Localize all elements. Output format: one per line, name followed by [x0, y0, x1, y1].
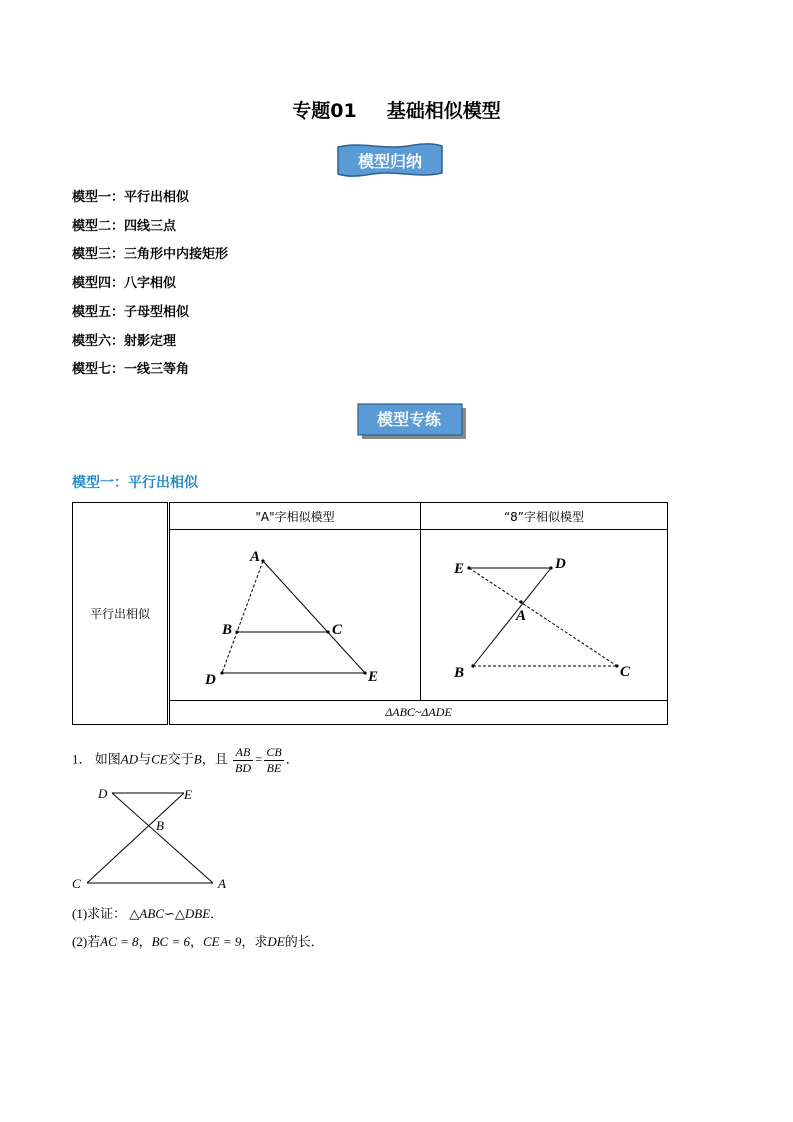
conclusion-cell: [169, 701, 668, 725]
math-var: AD: [120, 751, 139, 767]
question-text: 与: [138, 751, 152, 767]
label-d: D: [555, 556, 566, 572]
banner-model-summary-label: 模型归纳: [357, 151, 422, 171]
title-number: 专题01: [292, 100, 357, 122]
question-text: ，且: [201, 751, 228, 767]
label-c: C: [332, 622, 343, 638]
banner-model-practice-label: 模型专练: [376, 410, 441, 429]
part-2-math: BC = 6: [151, 934, 190, 949]
model-list-item: 模型六：射影定理: [72, 333, 177, 349]
part-1-math: △ABC∽△DBE: [129, 906, 211, 921]
part-2-math: CE = 9: [202, 934, 242, 949]
part-2-mid: ，求: [241, 934, 268, 949]
separator: ，: [189, 934, 203, 949]
col1-header-cell: [169, 503, 421, 530]
row-label-cell: [73, 503, 169, 725]
col2-header-cell: [421, 503, 668, 530]
section-heading: 模型一：平行出相似: [72, 475, 198, 491]
figure-8-model: [421, 530, 667, 697]
model-list-item: 模型七：一线三等角: [72, 362, 190, 378]
math-var: B: [193, 751, 202, 767]
question-text: 如图: [94, 751, 121, 767]
figure-a-model: [170, 530, 420, 697]
part-2-math: AC = 8: [100, 934, 139, 949]
part-1-prefix: (1)求证：: [72, 906, 127, 921]
label-a: A: [516, 608, 527, 624]
banner-model-summary: [334, 141, 446, 179]
math-var: CE: [151, 751, 168, 767]
part-2-prefix: (2)若: [72, 934, 101, 949]
label-e: E: [368, 669, 379, 685]
model-list-item: 模型五：子母型相似: [72, 304, 190, 320]
conclusion-formula: ΔABC~ΔADE: [385, 705, 452, 719]
fraction-numerator: AB: [233, 745, 253, 761]
fraction-denominator: BD: [235, 761, 251, 775]
label-c: C: [620, 664, 631, 680]
model-list-item: 模型三：三角形中内接矩形: [72, 247, 229, 263]
fraction-cb-be: [264, 745, 283, 776]
model-list-item: 模型二：四线三点: [72, 218, 177, 234]
label-e: E: [454, 561, 465, 577]
label-e: E: [184, 787, 192, 802]
question-text: 交于: [167, 751, 194, 767]
label-b: B: [156, 818, 164, 833]
figure-8-cell: [421, 530, 668, 701]
label-d: D: [98, 786, 108, 801]
question-number: 1．: [72, 751, 92, 767]
model-table: [72, 502, 668, 725]
model-list-item: 模型一：平行出相似: [72, 190, 190, 205]
label-b: B: [454, 665, 465, 681]
model-list: [72, 184, 228, 385]
row-label: 平行出相似: [89, 607, 150, 621]
label-a: A: [250, 549, 261, 565]
model-list-item: 模型四：八字相似: [72, 276, 177, 292]
label-c: C: [72, 876, 81, 891]
figure-a-cell: [169, 530, 421, 701]
question-part-2: [72, 931, 324, 950]
page-title: [0, 96, 793, 123]
part-1-end: ．: [210, 906, 224, 921]
label-a: A: [218, 876, 226, 891]
separator: ，: [138, 934, 152, 949]
fraction-numerator: CB: [266, 745, 282, 759]
question-figure: [68, 782, 238, 894]
question-1: [72, 745, 299, 776]
equals-sign: =: [255, 751, 263, 767]
fraction-ab-bd: [233, 745, 253, 776]
col1-header: "A"字相似模型: [255, 509, 335, 524]
fraction-denominator: BE: [266, 761, 282, 775]
question-part-1: [72, 903, 223, 922]
label-b: B: [222, 622, 233, 638]
part-2-var: DE: [267, 934, 285, 949]
col2-header: “8”字相似模型: [503, 509, 585, 524]
title-text: 基础相似模型: [386, 100, 501, 122]
label-d: D: [205, 672, 216, 688]
banner-model-practice: [356, 402, 468, 440]
part-2-end: 的长．: [284, 934, 324, 949]
question-end: ．: [285, 751, 299, 767]
